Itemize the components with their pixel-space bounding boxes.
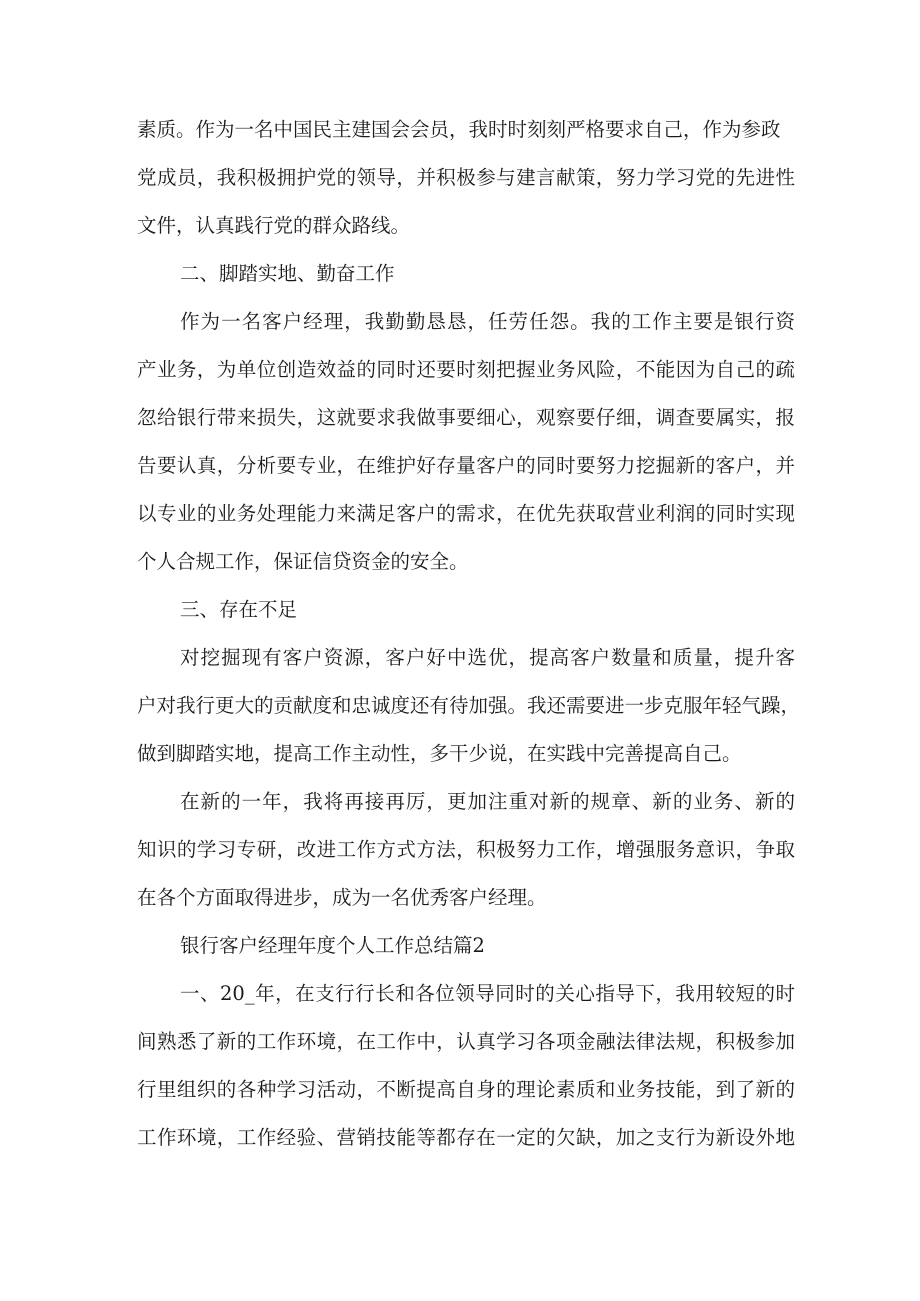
paragraph-line: 对挖掘现有客户资源，客户好中选优，提高客户数量和质量，提升客 (180, 646, 795, 669)
section-heading: 三、存在不足 (180, 598, 298, 621)
paragraph-line: 户对我行更大的贡献度和忠诚度还有待加强。我还需要进一步克服年轻气躁， (137, 694, 801, 717)
paragraph-line: 产业务，为单位创造效益的同时还要时刻把握业务风险，不能因为自己的疏 (137, 358, 795, 381)
paragraph-line: 行里组织的各种学习活动，不断提高自身的理论素质和业务技能，到了新的 (137, 1078, 795, 1101)
section-heading: 二、脚踏实地、勤奋工作 (180, 262, 395, 285)
paragraph-line: 告要认真，分析要专业，在维护好存量客户的同时要努力挖掘新的客户，并 (137, 454, 795, 477)
paragraph-line: 在新的一年，我将再接再厉，更加注重对新的规章、新的业务、新的 (180, 790, 795, 813)
paragraph-line: 党成员，我积极拥护党的领导，并积极参与建言献策，努力学习党的先进性 (137, 166, 795, 189)
paragraph-line: 以专业的业务处理能力来满足客户的需求，在优先获取营业利润的同时实现 (137, 502, 795, 525)
paragraph-line: 间熟悉了新的工作环境，在工作中，认真学习各项金融法律法规，积极参加 (137, 1030, 795, 1053)
paragraph-line: 做到脚踏实地，提高工作主动性，多干少说，在实践中完善提高自己。 (137, 742, 742, 765)
paragraph-line: 文件，认真践行党的群众路线。 (137, 214, 411, 237)
paragraph-line: 工作环境，工作经验、营销技能等都存在一定的欠缺，加之支行为新设外地 (137, 1126, 795, 1149)
paragraph-line: 知识的学习专研，改进工作方式方法，积极努力工作，增强服务意识，争取 (137, 838, 795, 861)
paragraph-line: 忽给银行带来损失，这就要求我做事要细心，观察要仔细，调查要属实，报 (137, 406, 795, 429)
paragraph-line: 在各个方面取得进步，成为一名优秀客户经理。 (137, 886, 547, 909)
article-title: 银行客户经理年度个人工作总结篇2 (180, 934, 485, 957)
paragraph-line: 作为一名客户经理，我勤勤恳恳，任劳任怨。我的工作主要是银行资 (180, 310, 795, 333)
paragraph-line: 一、20_年，在支行行长和各位领导同时的关心指导下，我用较短的时 (180, 982, 795, 1005)
paragraph-line: 素质。作为一名中国民主建国会会员，我时时刻刻严格要求自己，作为参政 (137, 118, 781, 141)
paragraph-line: 个人合规工作，保证信贷资金的安全。 (137, 550, 469, 573)
